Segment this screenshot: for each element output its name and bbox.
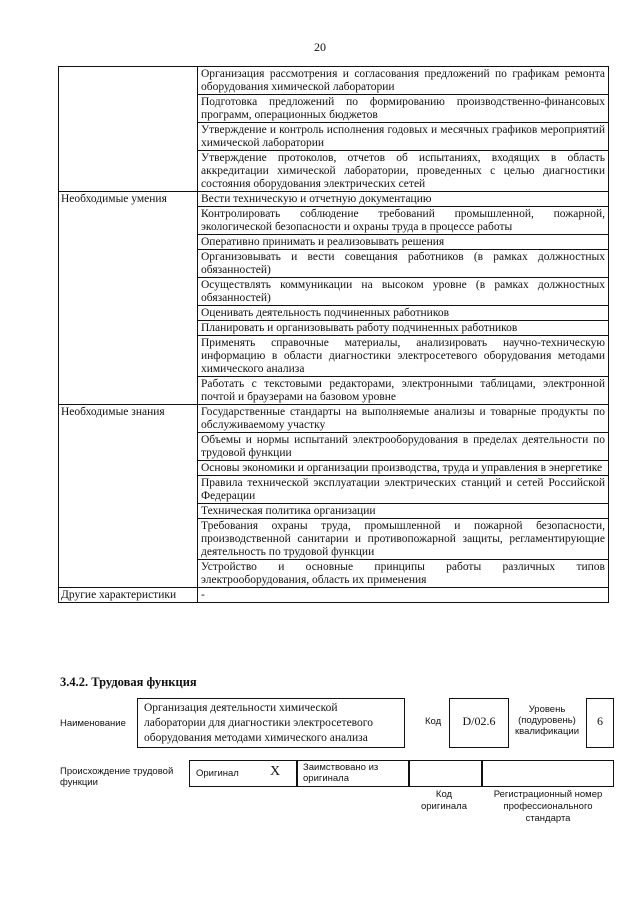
name-field	[137, 698, 405, 748]
row-item: Государственные стандарты на выполняемые анализы и товарные продукты по обслуживаемому участку	[198, 405, 609, 433]
row-item: Оперативно принимать и реализовывать решения	[198, 235, 609, 250]
code-label: Код	[425, 716, 442, 727]
row-item: Контролировать соблюдение требований промышленной, пожарной, экологической безопасности и охраны труда в процессе работы	[198, 207, 609, 235]
row-item: Устройство и основные принципы работы различных типов электрооборудования, область их применения	[198, 560, 609, 588]
code-field	[449, 698, 509, 748]
code-original-cell	[408, 760, 483, 787]
row-item: Организация рассмотрения и согласования предложений по графикам ремонта оборудования химической лаборатории	[198, 67, 609, 95]
row-item: Утверждение и контроль исполнения годовых и месячных графиков мероприятий химической лаборатории	[198, 123, 609, 151]
level-value: 6	[597, 714, 603, 728]
row-item: Утверждение протоколов, отчетов об испытаниях, входящих в область аккредитации химической лаборатории, проведенных с целью диагностики состояния оборудования электрических сетей	[198, 151, 609, 192]
row-item: Планировать и организовывать работу подчиненных работников	[198, 321, 609, 336]
row-item: Основы экономики и организации производства, труда и управления в энергетике	[198, 461, 609, 476]
table-row	[59, 588, 609, 603]
page-number: 20	[314, 40, 326, 54]
row-item: Требования охраны труда, промышленной и пожарной безопасности, производственной санитарии и противопожарной защиты, регламентирующие деятельность по трудовой функции	[198, 519, 609, 560]
code-original-label: Код оригинала	[420, 789, 467, 812]
row-item: Осуществлять коммуникации на высоком уровне (в рамках должностных обязанностей)	[198, 278, 609, 306]
name-label: Наименование	[60, 718, 126, 729]
reg-number-label: Регистрационный номер профессионального стандарта	[493, 789, 603, 824]
requirements-table	[58, 66, 609, 603]
row-label	[59, 67, 198, 192]
table-row	[59, 67, 609, 95]
table-row	[59, 192, 609, 207]
table-row	[59, 405, 609, 433]
row-item: -	[198, 588, 609, 603]
level-field	[586, 698, 614, 748]
origin-label: Происхождение трудовой функции	[60, 766, 174, 788]
borrowed-label: Заимствовано из оригинала	[303, 762, 379, 784]
row-item: Объемы и нормы испытаний электрооборудования в пределах деятельности по трудовой функции	[198, 433, 609, 461]
level-label: Уровень (подуровень) квалификации	[514, 704, 580, 737]
code-value: D/02.6	[462, 714, 496, 728]
original-label: Оригинал	[196, 768, 239, 779]
row-item: Вести техническую и отчетную документацию	[198, 192, 609, 207]
row-item: Применять справочные материалы, анализировать научно-техническую информацию в области диагностики электросетевого оборудования методами химического анализа	[198, 336, 609, 377]
row-item: Правила технической эксплуатации электрических станций и сетей Российской Федерации	[198, 476, 609, 504]
name-value: Организация деятельности химической лаборатории для диагностики электросетевого оборудования методами химического анализа	[144, 702, 373, 744]
row-label: Необходимые знания	[59, 405, 198, 588]
original-mark: X	[270, 764, 281, 779]
reg-number-cell	[481, 760, 614, 787]
row-label: Необходимые умения	[59, 192, 198, 405]
row-item: Подготовка предложений по формированию производственно-финансовых программ, операционных бюджетов	[198, 95, 609, 123]
row-label: Другие характеристики	[59, 588, 198, 603]
row-item: Оценивать деятельность подчиненных работников	[198, 306, 609, 321]
section-title: 3.4.2. Трудовая функция	[60, 675, 197, 689]
row-item: Организовывать и вести совещания работников (в рамках должностных обязанностей)	[198, 250, 609, 278]
row-item: Техническая политика организации	[198, 504, 609, 519]
row-item: Работать с текстовыми редакторами, электронными таблицами, электронной почтой и браузерами на базовом уровне	[198, 377, 609, 405]
